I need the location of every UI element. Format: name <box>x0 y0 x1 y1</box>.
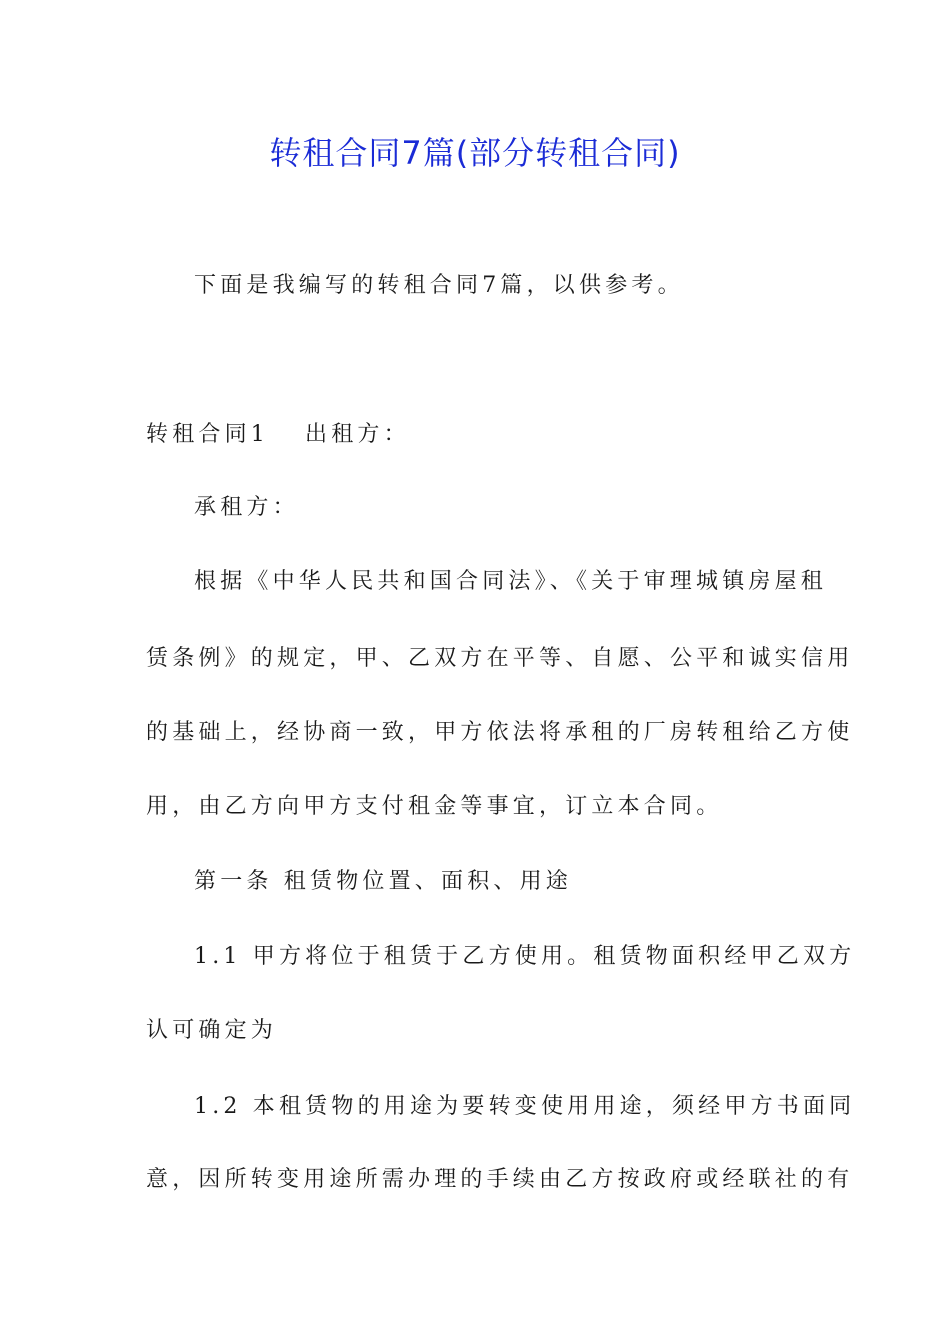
article-heading: 第一条 租赁物位置、面积、用途 <box>194 869 572 894</box>
intro-text: 下面是我编写的转租合同7篇，以供参考。 <box>194 273 684 298</box>
clause-line: 1.2 本租赁物的用途为要转变使用用途，须经甲方书面同 <box>194 1094 856 1119</box>
section-heading <box>146 419 806 451</box>
lessee-label: 承租方： <box>194 495 299 520</box>
clause-line: 意，因所转变用途所需办理的手续由乙方按政府或经联社的有 <box>146 1167 854 1192</box>
paragraph-line: 赁条例》的规定，甲、乙双方在平等、自愿、公平和诚实信用 <box>146 646 854 671</box>
clause-line: 认可确定为 <box>146 1018 278 1043</box>
document-title: 转租合同7篇(部分转租合同) <box>269 134 681 172</box>
paragraph-line: 的基础上，经协商一致，甲方依法将承租的厂房转租给乙方使 <box>146 720 854 745</box>
lessor-label: 出租方： <box>305 422 410 447</box>
paragraph-line: 用，由乙方向甲方支付租金等事宜，订立本合同。 <box>146 794 723 819</box>
clause-line: 1.1 甲方将位于租赁于乙方使用。租赁物面积经甲乙双方 <box>194 944 856 969</box>
section-number: 转租合同1 <box>146 422 269 447</box>
paragraph-line: 根据《中华人民共和国合同法》、《关于审理城镇房屋租 <box>194 569 828 594</box>
